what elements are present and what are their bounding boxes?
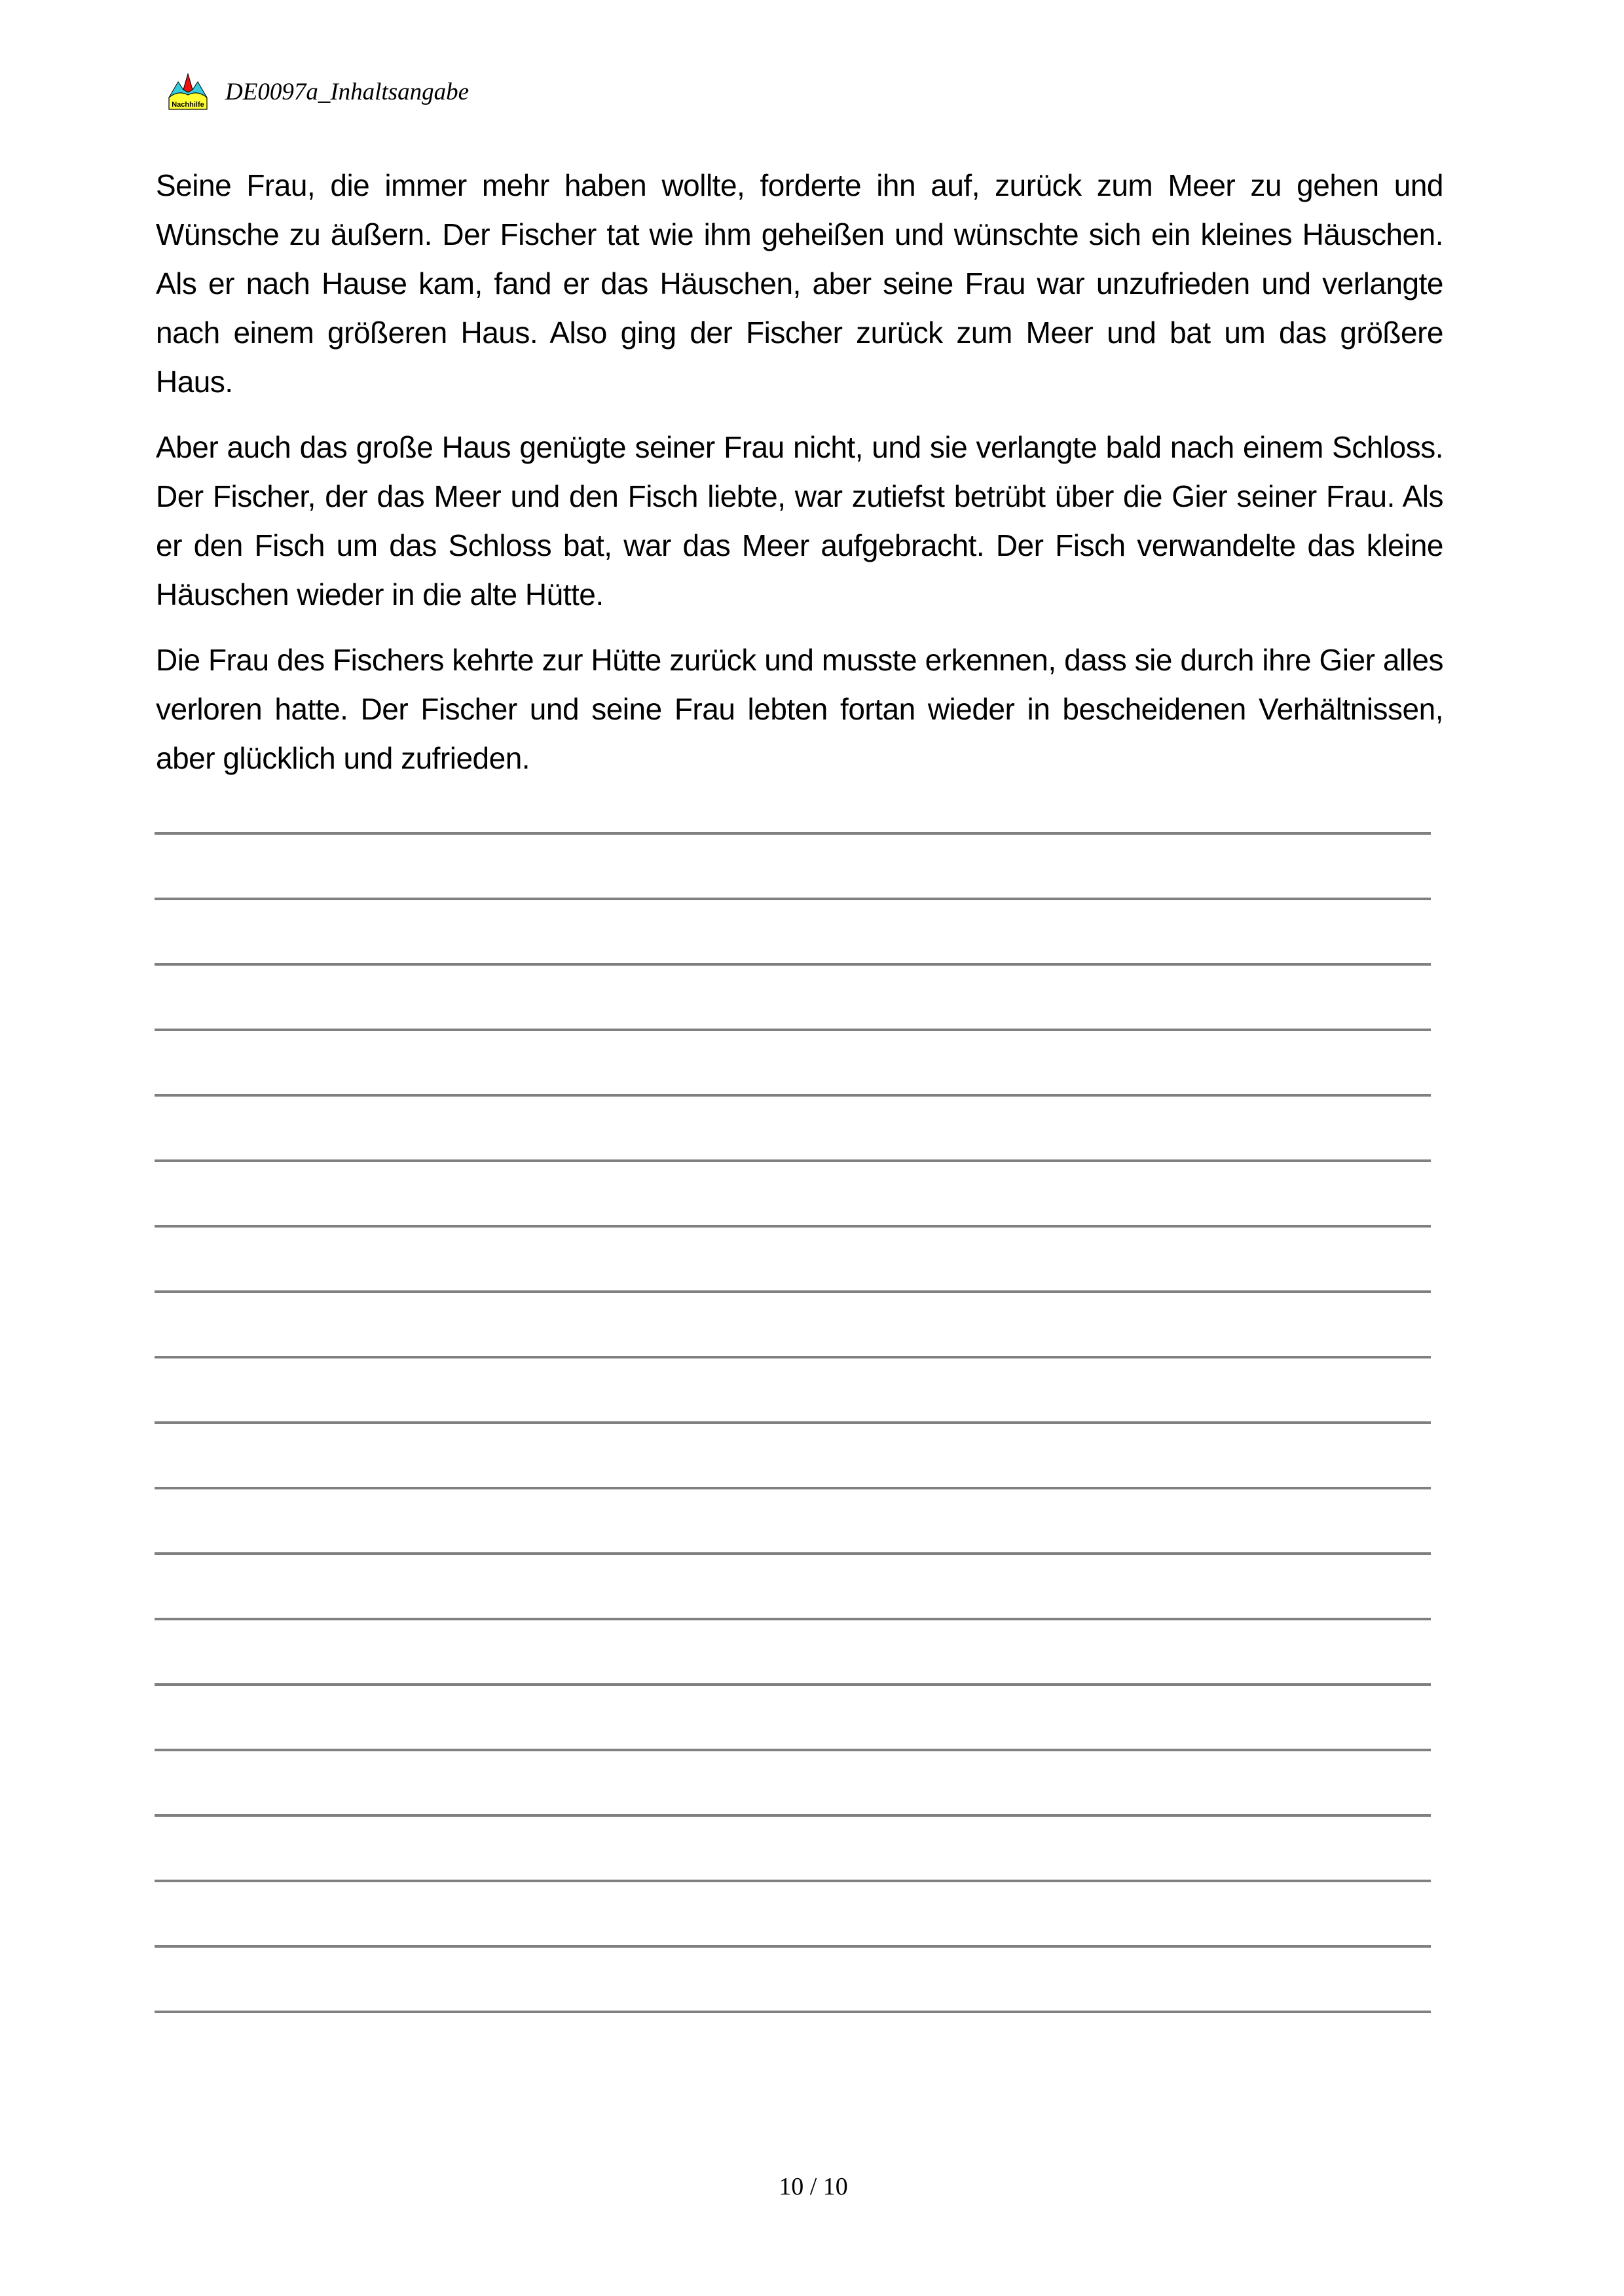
writing-line[interactable]: [155, 1618, 1431, 1620]
writing-line[interactable]: [155, 1683, 1431, 1686]
writing-line[interactable]: [155, 963, 1431, 966]
writing-line[interactable]: [155, 1290, 1431, 1293]
paragraph: Aber auch das große Haus genügte seiner Frau nicht, und sie verlangte bald nach einem Schloss. Der Fischer, der das Meer und den Fisch liebte, war zutiefst betrübt über die Gier seiner Frau. Als er den Fisch um das Schloss bat, war das Meer aufgebracht. Der Fisch verwandelte das kleine Häuschen wieder in die alte Hütte.: [156, 430, 1443, 611]
writing-line[interactable]: [155, 1945, 1431, 1948]
writing-line[interactable]: [155, 1880, 1431, 1882]
writing-area[interactable]: [155, 832, 1431, 2076]
writing-line[interactable]: [155, 1094, 1431, 1097]
nachhilfe-logo-icon: [168, 73, 208, 111]
writing-line[interactable]: [155, 1029, 1431, 1031]
summary-text: [156, 161, 1443, 799]
paragraph: Seine Frau, die immer mehr haben wollte, forderte ihn auf, zurück zum Meer zu gehen und Wünsche zu äußern. Der Fischer tat wie ihm geheißen und wünschte sich ein kleines Häuschen. Als er nach Hause kam, fand er das Häuschen, aber seine Frau war unzufrieden und verlangte nach einem größeren Haus. Also ging der Fischer zurück zum Meer und bat um das größere Haus.: [156, 168, 1443, 399]
writing-line[interactable]: [155, 1356, 1431, 1358]
writing-line[interactable]: [155, 832, 1431, 835]
page-number: 10 / 10: [779, 2173, 848, 2200]
writing-line[interactable]: [155, 1749, 1431, 1751]
writing-line[interactable]: [155, 898, 1431, 900]
logo-text: Nachhilfe: [172, 101, 204, 109]
writing-line[interactable]: [155, 1225, 1431, 1228]
paragraph: Die Frau des Fischers kehrte zur Hütte zurück und musste erkennen, dass sie durch ihre Gier alles verloren hatte. Der Fischer und seine Frau lebten fortan wieder in bescheidenen Verhältnissen, aber glücklich und zufrieden.: [156, 643, 1443, 775]
writing-line[interactable]: [155, 1159, 1431, 1162]
writing-line[interactable]: [155, 1552, 1431, 1555]
writing-line[interactable]: [155, 1421, 1431, 1424]
document-title: DE0097a_Inhaltsangabe: [225, 78, 470, 105]
writing-line[interactable]: [155, 1814, 1431, 1817]
writing-line[interactable]: [155, 2011, 1431, 2013]
writing-line[interactable]: [155, 1487, 1431, 1489]
page-header: [168, 72, 469, 111]
